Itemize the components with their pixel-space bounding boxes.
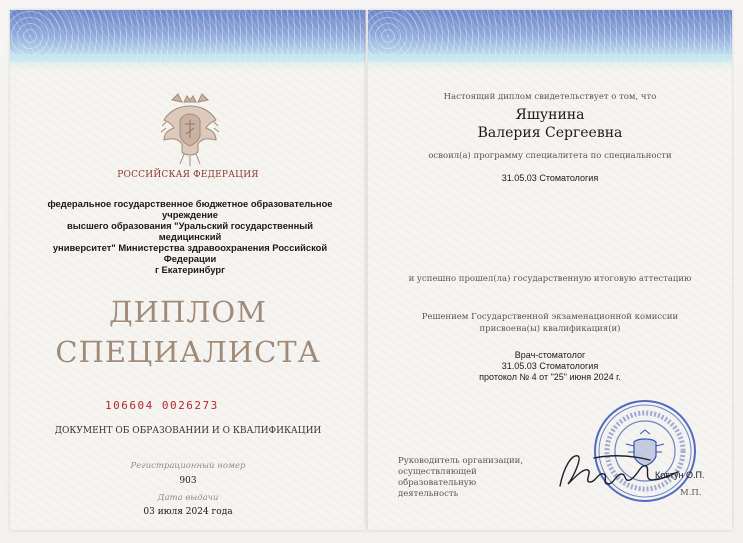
institution-name [40,198,340,275]
qualification-line: 31.05.03 Стоматология [501,361,599,371]
head-label-line: осуществляющей образовательную [398,467,477,488]
diploma-left-page [10,10,366,530]
head-label-line: Руководитель организации, [398,456,524,466]
qualification-line: протокол № 4 от "25" июня 2024 г. [479,372,621,382]
seal-place-label: М.П. [680,488,702,498]
institution-line: федеральное государственное бюджетное образовательное учреждение [47,198,333,220]
signer-name: Ковтун О.П. [655,470,705,480]
issue-date-label: Дата выдачи [157,493,219,503]
commission-text [368,311,732,335]
institution-line: высшего образования "Уральский государственный медицинский [66,220,314,242]
head-label-line: деятельность [398,489,459,499]
attestation-text: и успешно прошел(ла) государственную итоговую аттестацию [408,274,692,284]
band-fade [368,54,732,70]
qualification-line: Врач-стоматолог [514,350,586,360]
institution-line: г Екатеринбург [154,264,225,275]
diploma-right-page [368,10,732,530]
completed-program-text: освоил(а) программу специалитета по специальности [428,151,672,161]
commission-line: присвоена(ы) квалификация(и) [479,324,621,334]
document-type: ДОКУМЕНТ ОБ ОБРАЗОВАНИИ И О КВАЛИФИКАЦИИ [54,426,322,436]
institution-line: университет" Министерства здравоохранения Российской Федерации [52,242,328,264]
specialty: 31.05.03 Стоматология [501,173,599,183]
diploma-title-line2: СПЕЦИАЛИСТА [55,335,321,369]
registration-label: Регистрационный номер [130,461,246,471]
graduate-surname: Яшунина [515,107,585,123]
serial-number: 106604 0026273 [105,399,219,412]
issue-date: 03 июля 2024 года [143,507,233,517]
certify-text: Настоящий диплом свидетельствует о том, что [443,92,657,102]
commission-line: Решением Государственной экзаменационной комиссии [421,312,679,322]
qualification-block [368,350,732,383]
diploma-title-line1: ДИПЛОМ [109,295,267,329]
band-fade [10,54,366,70]
country-name: РОССИЙСКАЯ ФЕДЕРАЦИЯ [117,170,259,180]
registration-number: 903 [179,476,197,486]
head-of-organization-label [398,456,538,500]
graduate-given-names: Валерия Сергеевна [477,125,623,141]
coat-of-arms-icon [158,90,222,170]
